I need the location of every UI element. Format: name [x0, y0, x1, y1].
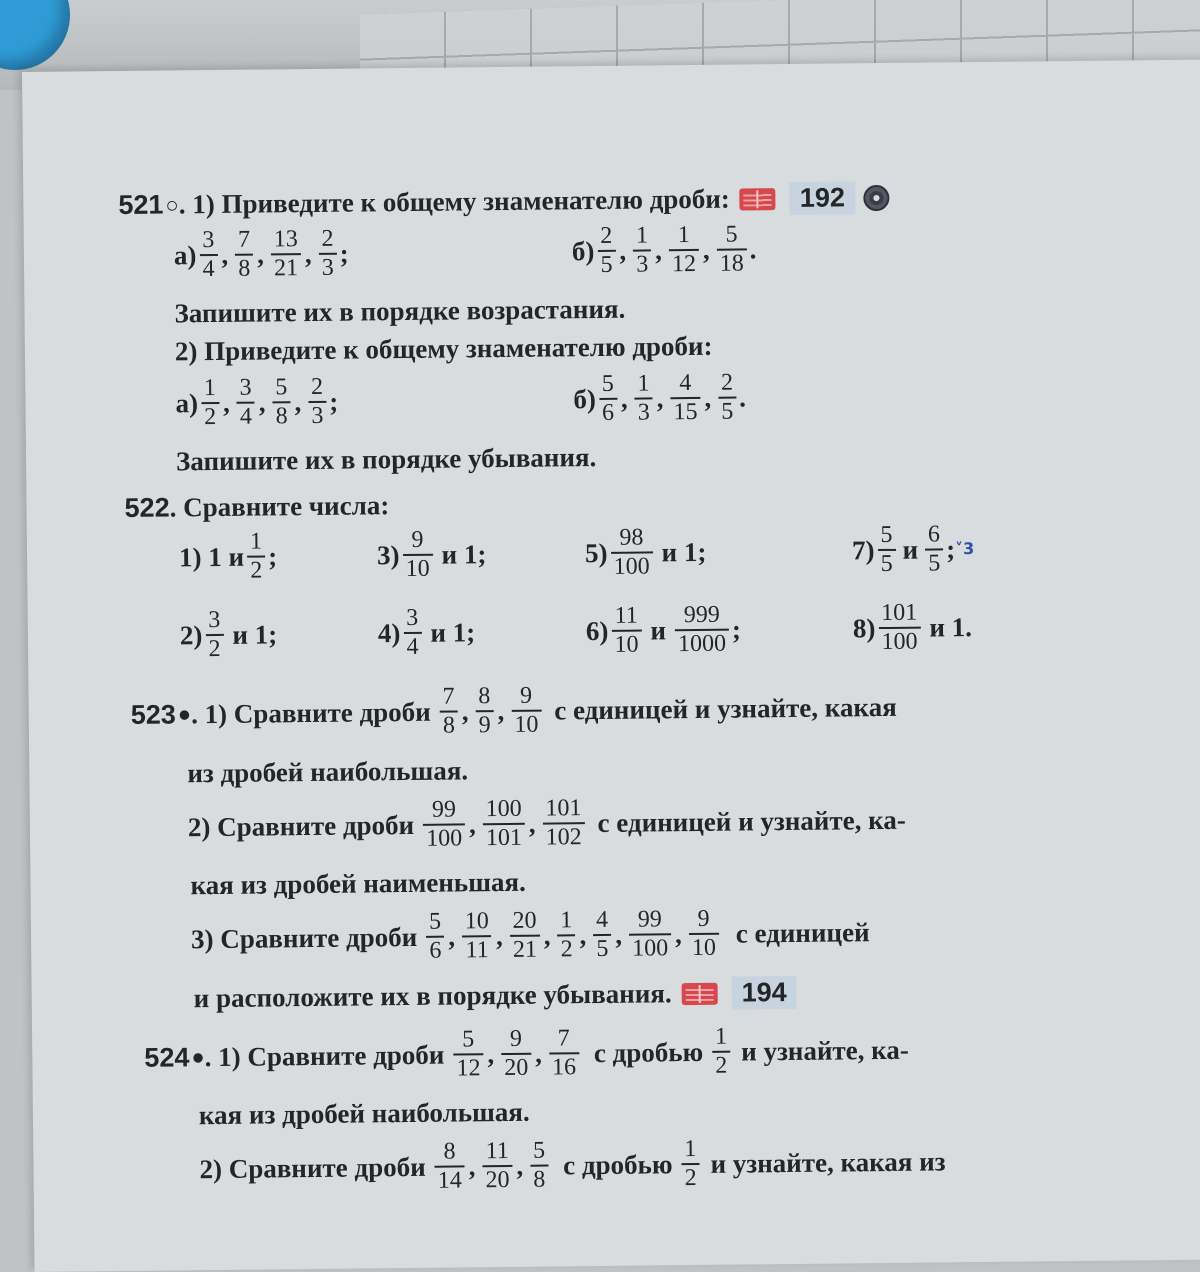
book-icon — [740, 188, 776, 210]
compare-item-8: 8) $\frac{101}{100}$ и 1. — [852, 599, 973, 655]
item-label: б) — [573, 383, 597, 415]
problem-524-part1: 524 ● . 1) Сравните дроби $\frac{5}{12}$ , $\frac{9}{20}$ , $\frac{7}{16}$ с дробью $\frac{1}{2}$ и узнайте, ка- — [144, 1023, 909, 1082]
fraction: $\frac{9}{10}$ — [402, 528, 433, 583]
fraction: $\frac{98}{100}$ — [610, 525, 653, 580]
problem-521-2b: б) $\frac{5}{6}$ , $\frac{1}{3}$ , $\frac{4}{15}$ , $\frac{2}{5}$ . — [573, 369, 747, 426]
compare-item-1: 1) 1 и $\frac{1}{2}$ ; — [178, 528, 278, 584]
fraction: $\frac{7}{8}$ — [439, 684, 458, 739]
fraction: $\frac{2}{3}$ — [318, 227, 337, 282]
problem-523-part2: 2) Сравните дроби $\frac{99}{100}$ , $\frac{100}{101}$ , $\frac{101}{102}$ с единицей и узнайте, ка- — [187, 795, 906, 852]
fraction: $\frac{1}{3}$ — [633, 223, 652, 278]
item-label: а) — [175, 388, 199, 419]
disc-icon — [863, 184, 889, 210]
problem-number: 521 — [118, 189, 164, 220]
compare-item-5: 5) $\frac{98}{100}$ и 1; — [584, 524, 707, 580]
handwritten-mark: ˅3 — [955, 539, 975, 559]
problem-text: . 1) Приведите к общему знаменателю дроби: — [178, 183, 730, 220]
fraction: $\frac{5}{18}$ — [716, 222, 747, 277]
fraction: $\frac{99}{100}$ — [423, 797, 466, 852]
fraction: $\frac{4}{15}$ — [670, 371, 701, 426]
instruction-ascending: Запишите их в порядке возрастания. — [174, 293, 626, 329]
fraction: $\frac{100}{101}$ — [483, 797, 526, 852]
fraction: $\frac{9}{20}$ — [501, 1027, 532, 1082]
difficulty-dot-icon: ● — [177, 701, 192, 727]
fraction: $\frac{10}{11}$ — [462, 909, 493, 964]
fraction: $\frac{9}{10}$ — [511, 684, 542, 739]
fraction: $\frac{2}{3}$ — [308, 375, 327, 430]
fraction: $\frac{7}{8}$ — [235, 228, 254, 283]
problem-523-part1: 523 ● . 1) Сравните дроби $\frac{7}{8}$ , $\frac{8}{9}$ , $\frac{9}{10}$ с единицей и узнайте, какая — [130, 682, 897, 739]
book-icon — [682, 982, 718, 1004]
item-label: б) — [571, 235, 595, 267]
fraction: $\frac{2}{5}$ — [597, 224, 616, 279]
fraction: $\frac{4}{5}$ — [593, 908, 612, 963]
problem-524-part2: 2) Сравните дроби $\frac{8}{14}$ , $\frac{11}{20}$ , $\frac{5}{8}$ с дробью $\frac{1}{2}$ и узнайте, какая из — [199, 1135, 946, 1194]
problem-text: . Сравните числа: — [169, 490, 390, 523]
problem-523-part3-cont: и расположите их в порядке убывания. 194 — [194, 976, 797, 1015]
problem-521-a: а) $\frac{3}{4}$ , $\frac{7}{8}$ , $\frac{13}{21}$ , $\frac{2}{3}$ ; — [173, 225, 349, 283]
fraction: $\frac{3}{4}$ — [403, 606, 422, 661]
fraction: $\frac{3}{4}$ — [199, 228, 218, 283]
problem-521-2a: а) $\frac{1}{2}$ , $\frac{3}{4}$ , $\frac{5}{8}$ , $\frac{2}{3}$ ; — [175, 373, 339, 431]
problem-521-header — [118, 181, 889, 222]
problem-523-part3: 3) Сравните дроби $\frac{5}{6}$ , $\frac{10}{11}$ , $\frac{20}{21}$ , $\frac{1}{2}$ , $\frac{4}{5}$ , $\frac{99}{100}$ , $\frac{9}{10}$ с единицей — [190, 905, 870, 964]
problem-523-part2-cont: кая из дробей наименьшая. — [190, 866, 526, 901]
fraction: $\frac{1}{2}$ — [201, 376, 220, 431]
fraction: $\frac{8}{9}$ — [475, 684, 494, 739]
fraction: $\frac{5}{12}$ — [453, 1027, 484, 1082]
textbook-page — [22, 59, 1200, 1272]
page-reference: 192 — [790, 181, 855, 215]
fraction: $\frac{5}{6}$ — [426, 910, 445, 965]
fraction: $\frac{13}{21}$ — [271, 227, 302, 282]
fraction: $\frac{9}{10}$ — [688, 907, 719, 962]
problem-521-part2: 2) Приведите к общему знаменателю дроби: — [174, 330, 713, 367]
fraction: $\frac{8}{14}$ — [434, 1139, 465, 1194]
fraction: $\frac{1}{12}$ — [669, 223, 700, 278]
fraction: $\frac{101}{102}$ — [542, 796, 585, 851]
compare-item-4: 4) $\frac{3}{4}$ и 1; — [377, 604, 476, 660]
compare-item-3: 3) $\frac{9}{10}$ и 1; — [376, 526, 487, 582]
fraction: $\frac{1}{3}$ — [634, 371, 653, 426]
compare-item-7: 7) $\frac{5}{5}$ и $\frac{6}{5}$ ; ˅3 — [851, 521, 975, 577]
fraction: $\frac{999}{1000}$ — [675, 603, 730, 658]
difficulty-circle-icon: ○ — [165, 191, 179, 218]
compare-item-2: 2) $\frac{3}{2}$ и 1; — [179, 606, 278, 662]
fraction: $\frac{3}{2}$ — [205, 608, 224, 663]
fraction: $\frac{5}{6}$ — [599, 372, 618, 427]
problem-number: 522 — [124, 492, 170, 523]
problem-number: 523 — [130, 699, 176, 730]
fraction: $\frac{3}{4}$ — [236, 376, 255, 431]
fraction: $\frac{1}{2}$ — [247, 529, 266, 584]
fraction: $\frac{5}{8}$ — [272, 375, 291, 430]
fraction: $\frac{5}{5}$ — [877, 523, 896, 578]
fraction: $\frac{11}{20}$ — [482, 1139, 513, 1194]
problem-number: 524 — [144, 1042, 190, 1073]
fraction: $\frac{20}{21}$ — [509, 909, 540, 964]
fraction: $\frac{1}{2}$ — [712, 1025, 731, 1080]
page-reference: 194 — [731, 976, 796, 1010]
fraction: $\frac{11}{10}$ — [611, 604, 642, 659]
problem-522-header — [124, 492, 389, 522]
problem-521-b: б) $\frac{2}{5}$ , $\frac{1}{3}$ , $\frac{1}{12}$ , $\frac{5}{18}$ . — [571, 221, 757, 278]
fraction: $\frac{7}{16}$ — [549, 1026, 580, 1081]
fraction: $\frac{101}{100}$ — [878, 601, 921, 656]
fraction: $\frac{2}{5}$ — [718, 371, 737, 426]
difficulty-dot-icon: ● — [191, 1044, 205, 1070]
fraction: $\frac{5}{8}$ — [530, 1139, 549, 1194]
fraction: $\frac{6}{5}$ — [925, 522, 944, 577]
problem-523-part1-cont: из дробей наибольшая. — [187, 755, 469, 789]
fraction: $\frac{99}{100}$ — [629, 907, 672, 962]
instruction-descending: Запишите их в порядке убывания. — [175, 442, 597, 477]
problem-524-part1-cont: кая из дробей наибольшая. — [198, 1096, 530, 1131]
fraction: $\frac{1}{2}$ — [557, 908, 576, 963]
item-label: а) — [173, 240, 197, 271]
compare-item-6: 6) $\frac{11}{10}$ и $\frac{999}{1000}$ ; — [585, 601, 742, 658]
fraction: $\frac{1}{2}$ — [681, 1137, 700, 1192]
